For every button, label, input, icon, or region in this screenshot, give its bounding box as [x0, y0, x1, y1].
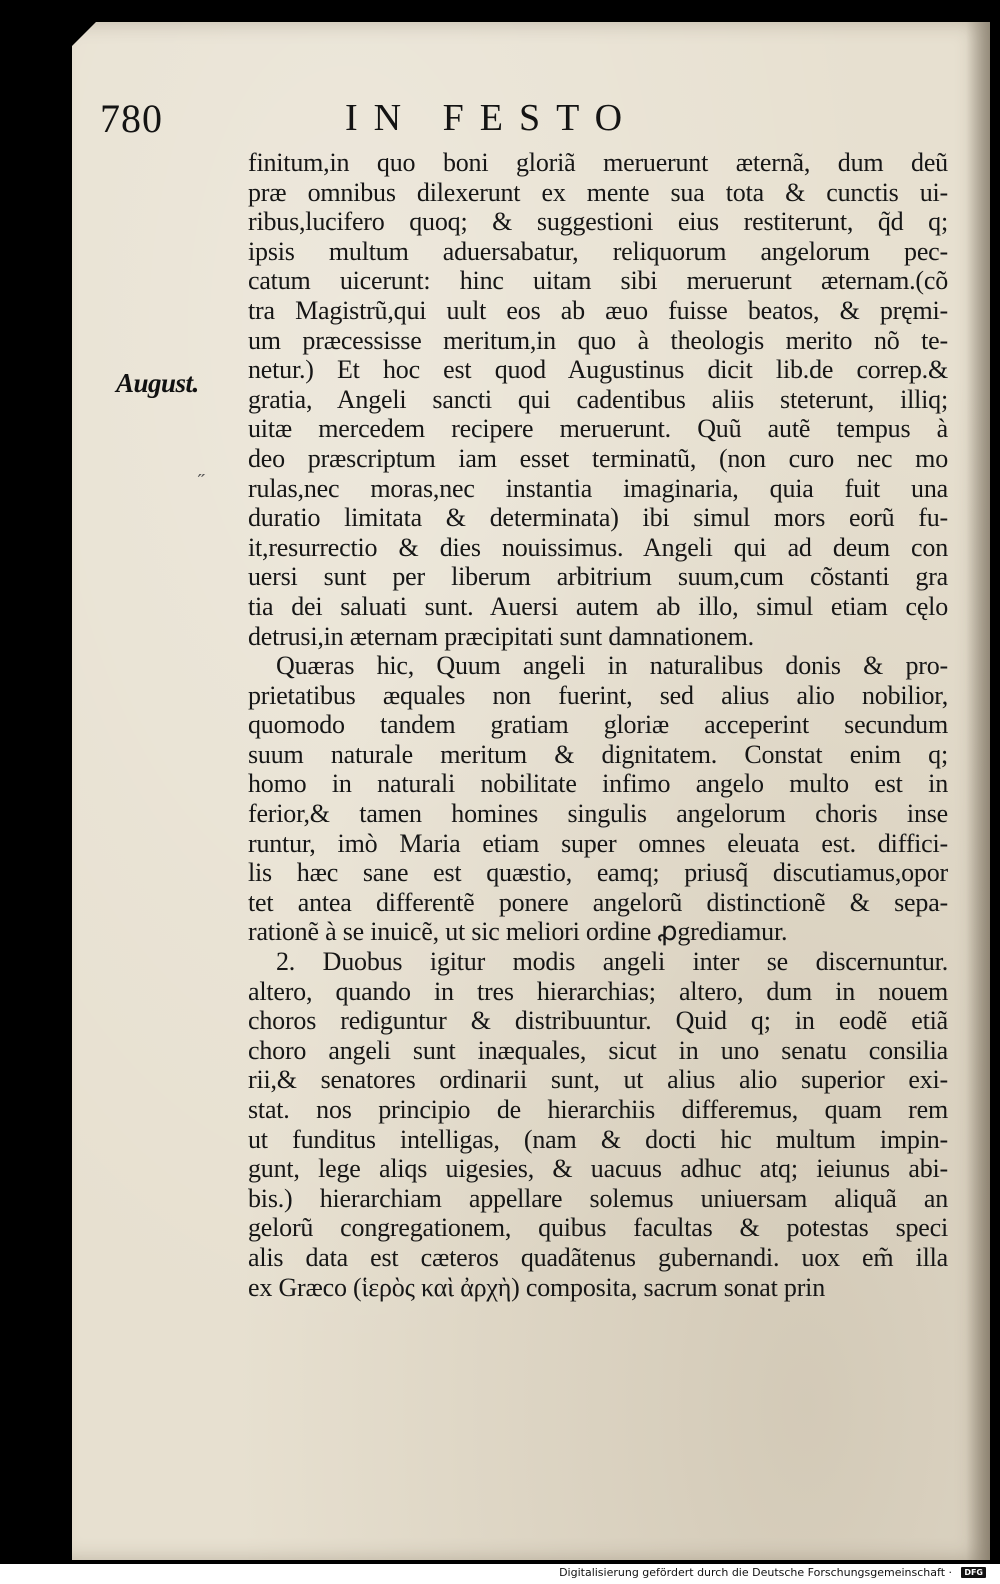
page-edge-shadow — [966, 22, 990, 1560]
text-line: stat. nos principio de hierarchiis differemus, quam rem — [248, 1095, 948, 1124]
text-line: rii,& senatores ordinarii sunt, ut alius alio superior exi- — [248, 1065, 948, 1095]
text-line: runtur, imò Maria etiam super omnes eleuata est. diffici- — [248, 828, 948, 858]
text-line: detrusi,in æternam præcipitati sunt damnationem. — [248, 621, 754, 651]
text-line: uitæ mercedem recipere meruerunt. Quũ autẽ tempus à — [248, 414, 948, 444]
text-line: tra Magistrũ,qui uult eos ab æuo fuisse beatos, & pręmi- — [248, 295, 948, 325]
text-line: bis.) hierarchiam appellare solemus uniuersam aliquã an — [248, 1183, 948, 1213]
text-line: duratio limitata & determinata) ibi simul mors eorũ fu- — [248, 503, 948, 533]
text-line: præ omnibus dilexerunt ex mente sua tota & cunctis ui- — [248, 177, 948, 207]
text-line: homo in naturali nobilitate infimo angelo multo est in — [248, 769, 948, 799]
text-line: ex Græco (ἱερὸς καὶ ἀρχὴ) composita, sacrum sonat prin — [248, 1272, 825, 1302]
text-line: netur.) Et hoc est quod Augustinus dicit lib.de correp.& — [248, 355, 948, 385]
text-line: Quæras hic, Quum angeli in naturalibus donis & pro- — [276, 651, 948, 681]
text-line: lis hæc sane est quæstio, eamq; priusq̃ discutiamus,opor — [248, 858, 948, 888]
text-line: choro angeli sunt inæquales, sicut in uno senatu consilia — [248, 1035, 948, 1065]
text-line: gratia, Angeli sancti qui cadentibus aliis steterunt, illiq; — [248, 384, 948, 414]
text-line: catum uicerunt: hinc uitam sibi meruerunt æternam.(cõ — [248, 266, 948, 296]
text-line: 2. Duobus igitur modis angeli inter se discernuntur. — [276, 947, 948, 977]
text-line: tia dei saluati sunt. Auersi autem ab illo, simul etiam cęlo — [248, 591, 948, 621]
text-line: deo præscriptum iam esset terminatũ, (non curo nec mo — [248, 443, 948, 473]
body-text — [248, 148, 948, 1302]
margin-mark: ˶ — [198, 460, 205, 484]
text-line: gelorũ congregationem, quibus facultas & potestas speci — [248, 1213, 948, 1243]
text-line: quomodo tandem gratiam gloriæ acceperint secundum — [248, 710, 948, 740]
text-line: ipsis multum aduersabatur, reliquorum angelorum pec- — [248, 236, 948, 266]
margin-note-august: August. — [116, 368, 199, 398]
text-line: tet antea differentẽ ponere angelorũ distinctionẽ & sepa- — [248, 887, 948, 917]
text-line: it,resurrectio & dies nouissimus. Angeli qui ad deum con — [248, 532, 948, 562]
dfg-logo: DFG — [961, 1567, 986, 1578]
text-line: um præcessisse meritum,in quo à theologis merito nõ te- — [248, 325, 948, 355]
text-line: finitum,in quo boni gloriã meruerunt æternã, dum deũ — [248, 148, 948, 177]
text-line: rationẽ à se inuicẽ, ut sic meliori ordine ꝓgrediamur. — [248, 917, 788, 947]
text-line: prietatibus æquales non fuerint, sed alius alio nobilior, — [248, 680, 948, 710]
text-line: ribus,lucifero quoq; & suggestioni eius restiterunt, q̃d q; — [248, 207, 948, 237]
funding-credit: Digitalisierung gefördert durch die Deutsche Forschungsgemeinschaft · — [559, 1566, 952, 1579]
text-line: ferior,& tamen homines singulis angelorum choris inse — [248, 799, 948, 829]
text-line: uersi sunt per liberum arbitrium suum,cum cõstanti gra — [248, 562, 948, 592]
text-line: choros rediguntur & distribuuntur. Quid q; in eodẽ etiã — [248, 1006, 948, 1036]
text-line: gunt, lege aliqs uigesies, & uacuus adhuc atq; ieiunus abi- — [248, 1154, 948, 1184]
running-head: IN FESTO — [345, 97, 639, 139]
text-line: suum naturale meritum & dignitatem. Constat enim q; — [248, 739, 948, 769]
text-line: altero, quando in tres hierarchias; altero, dum in nouem — [248, 976, 948, 1006]
text-line: alis data est cæteros quadãtenus gubernandi. uox em̃ illa — [248, 1242, 948, 1272]
page-number: 780 — [100, 96, 163, 141]
text-line: ut funditus intelligas, (nam & docti hic multum impin- — [248, 1124, 948, 1154]
text-line: rulas,nec moras,nec instantia imaginaria, quia fuit una — [248, 473, 948, 503]
